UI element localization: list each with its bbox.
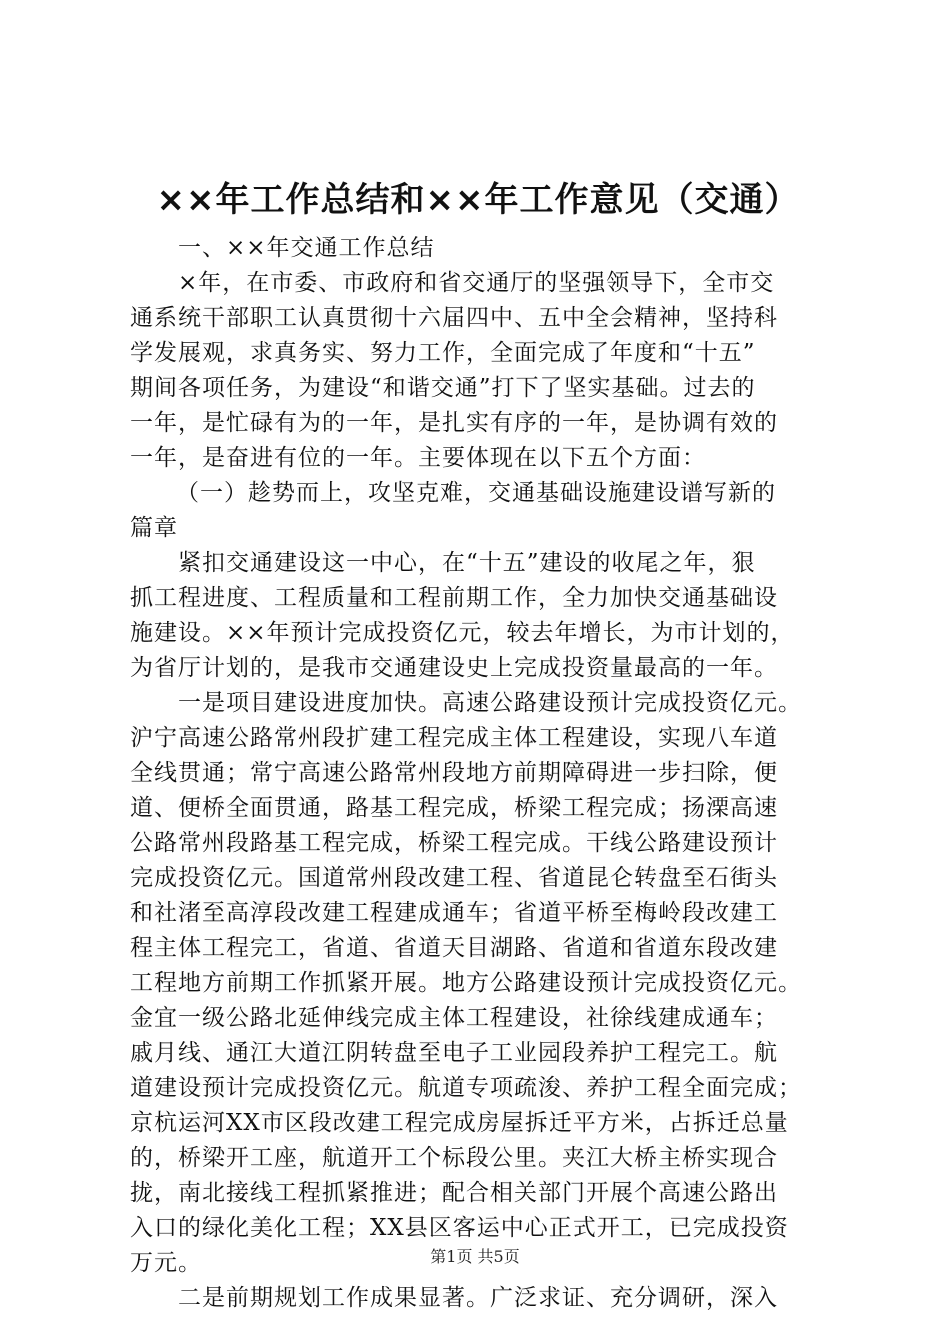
paragraph-line: 期间各项任务，为建设“和谐交通”打下了坚实基础。过去的 [130, 375, 756, 401]
paragraph-line: 的，桥梁开工座，航道开工个标段公里。夹江大桥主桥实现合 [130, 1145, 778, 1171]
paragraph-line: 抓工程进度、工程质量和工程前期工作，全力加快交通基础设 [130, 585, 778, 611]
paragraph-line: 道、便桥全面贯通，路基工程完成，桥梁工程完成；扬溧高速 [130, 795, 778, 821]
subsection-heading-continued: 篇章 [130, 515, 178, 541]
paragraph-line: 公路常州段路基工程完成，桥梁工程完成。干线公路建设预计 [130, 830, 778, 856]
paragraph-line: ×年，在市委、市政府和省交通厅的坚强领导下，全市交 [178, 270, 775, 296]
paragraph-line: 入口的绿化美化工程；XX县区客运中心正式开工，已完成投资 [130, 1215, 789, 1241]
paragraph-line: 二是前期规划工作成果显著。广泛求证、充分调研，深入 [178, 1285, 778, 1311]
paragraph-line: 京杭运河XX市区段改建工程完成房屋拆迁平方米，占拆迁总量 [130, 1110, 789, 1136]
document-title: ××年工作总结和××年工作意见（交通） [156, 180, 800, 220]
section-heading: 一、××年交通工作总结 [178, 235, 435, 261]
paragraph-line: 和社渚至高淳段改建工程建成通车；省道平桥至梅岭段改建工 [130, 900, 778, 926]
paragraph-line: 施建设。××年预计完成投资亿元，较去年增长，为市计划的， [130, 620, 795, 646]
paragraph-line: 拢，南北接线工程抓紧推进；配合相关部门开展个高速公路出 [130, 1180, 778, 1206]
subsection-heading: （一）趁势而上，攻坚克难，交通基础设施建设谱写新的 [176, 480, 776, 506]
page-number-footer: 第1页 共5页 [430, 1247, 520, 1266]
paragraph-line: 金宜一级公路北延伸线完成主体工程建设，社徐线建成通车； [130, 1005, 778, 1031]
paragraph-line: 一年，是忙碌有为的一年，是扎实有序的一年，是协调有效的 [130, 410, 778, 436]
paragraph-line: 程主体工程完工，省道、省道天目湖路、省道和省道东段改建 [130, 935, 778, 961]
paragraph-line: 学发展观，求真务实、努力工作，全面完成了年度和“十五” [130, 340, 756, 366]
paragraph-line: 完成投资亿元。国道常州段改建工程、省道昆仑转盘至石街头 [130, 865, 778, 891]
paragraph-line: 万元。 [130, 1250, 202, 1276]
document-body [130, 231, 850, 1316]
paragraph-line: 一是项目建设进度加快。高速公路建设预计完成投资亿元。 [178, 690, 802, 716]
paragraph-line: 通系统干部职工认真贯彻十六届四中、五中全会精神，坚持科 [130, 305, 778, 331]
paragraph-line: 紧扣交通建设这一中心，在“十五”建设的收尾之年，狠 [178, 550, 756, 576]
paragraph-line: 为省厅计划的，是我市交通建设史上完成投资量最高的一年。 [130, 655, 778, 681]
paragraph-line: 戚月线、通江大道江阴转盘至电子工业园段养护工程完工。航 [130, 1040, 778, 1066]
paragraph-line: 道建设预计完成投资亿元。航道专项疏浚、养护工程全面完成； [130, 1075, 802, 1101]
paragraph-line: 沪宁高速公路常州段扩建工程完成主体工程建设，实现八车道 [130, 725, 778, 751]
paragraph-line: 工程地方前期工作抓紧开展。地方公路建设预计完成投资亿元。 [130, 970, 802, 996]
paragraph-line: 全线贯通；常宁高速公路常州段地方前期障碍进一步扫除，便 [130, 760, 778, 786]
paragraph-line: 一年，是奋进有位的一年。主要体现在以下五个方面： [130, 445, 706, 471]
